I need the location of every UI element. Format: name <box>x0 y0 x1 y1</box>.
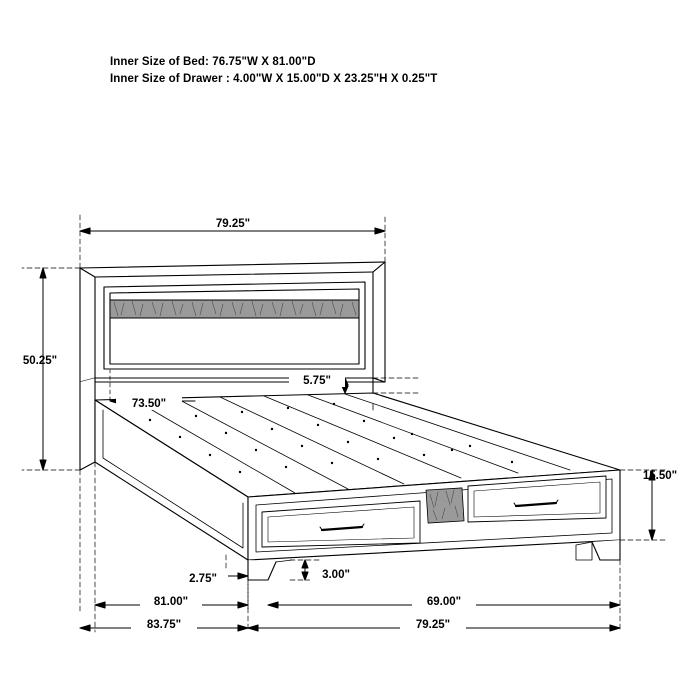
dim-foot-clearance: 3.00" <box>322 569 350 581</box>
note-line-bed: Inner Size of Bed: 76.75"W X 81.00"D <box>110 56 316 68</box>
note-line-drawer: Inner Size of Drawer : 4.00"W X 15.00"D X 23.25"H X 0.25"T <box>110 73 438 85</box>
dim-side-length-lower: 83.75" <box>146 619 182 631</box>
dim-side-rail-offset: 2.75" <box>189 573 217 585</box>
dim-rail-height: 5.75" <box>303 375 331 387</box>
dim-overall-height: 50.25" <box>22 355 58 367</box>
dim-foot-width-lower: 79.25" <box>415 619 451 631</box>
dim-headboard-width: 79.25" <box>215 218 251 230</box>
dim-footboard-height: 15.50" <box>642 470 678 482</box>
dim-headboard-inner-width: 73.50" <box>131 398 167 410</box>
dim-foot-width-upper: 69.00" <box>426 596 462 608</box>
dim-side-length-upper: 81.00" <box>153 596 189 608</box>
